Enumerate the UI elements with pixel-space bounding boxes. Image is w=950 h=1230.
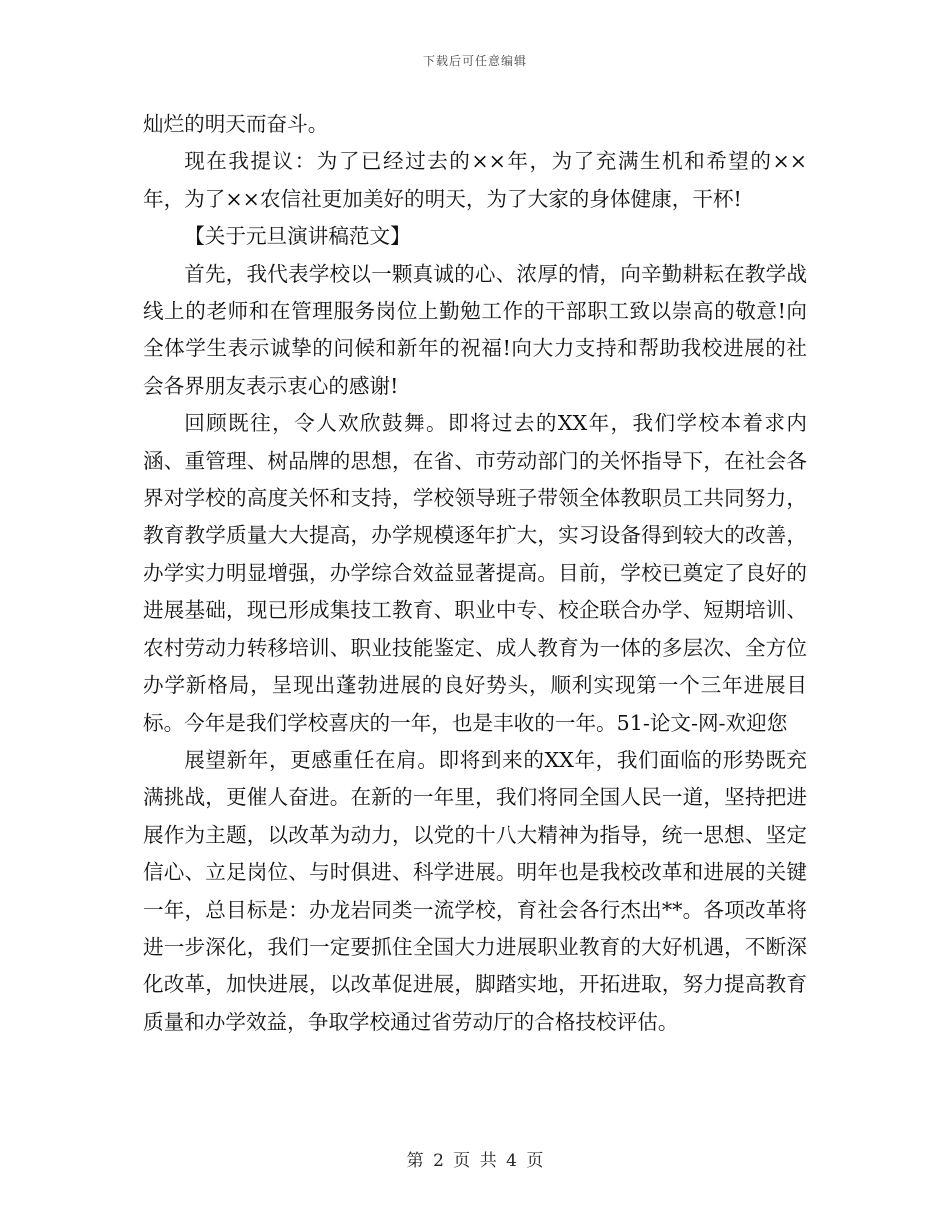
paragraph-2: 现在我提议：为了已经过去的××年，为了充满生机和希望的××年，为了××农信社更加美好的明天，为了大家的身体健康，干杯! [143, 149, 807, 211]
page-number-footer: 第 2 页 共 4 页 [406, 1151, 544, 1171]
paragraph-4: 回顾既往，令人欢欣鼓舞。即将过去的XX年，我们学校本着求内涵、重管理、树品牌的思想，在省、市劳动部门的关怀指导下，在社会各界对学校的高度关怀和支持，学校领导班子带领全体教职员工共同努力，教育教学质量大大提高，办学规模逐年扩大，实习设备得到较大的改善，办学实力明显增强，办学综合效益显著提高。目前，学校已奠定了良好的进展基础，现已形成集技工教育、职业中专、校企联合办学、短期培训、农村劳动力转移培训、职业技能鉴定、成人教育为一体的多层次、全方位办学新格局，呈现出蓬勃进展的良好势头，顺利实现第一个三年进展目标。今年是我们学校喜庆的一年，也是丰收的一年。51-论文-网-欢迎您 [143, 411, 807, 735]
paragraph-3: 首先，我代表学校以一颗真诚的心、浓厚的情，向辛勤耕耘在教学战线上的老师和在管理服务岗位上勤勉工作的干部职工致以崇高的敬意!向全体学生表示诚挚的问候和新年的祝福!向大力支持和帮助我校进展的社会各界朋友表示衷心的感谢! [143, 261, 807, 398]
paragraph-5: 展望新年，更感重任在肩。即将到来的XX年，我们面临的形势既充满挑战，更催人奋进。在新的一年里，我们将同全国人民一道，坚持把进展作为主题，以改革为动力，以党的十八大精神为指导，统一思想、坚定信心、立足岗位、与时俱进、科学进展。明年也是我校改革和进展的关键一年，总目标是：办龙岩同类一流学校，育社会各行杰出**。各项改革将进一步深化，我们一定要抓住全国大力进展职业教育的大好机遇，不断深化改革，加快进展，以改革促进展，脚踏实地，开拓进取，努力提高教育质量和办学效益，争取学校通过省劳动厅的合格技校评估。 [143, 747, 807, 1034]
section-heading: 【关于元旦演讲稿范文】 [184, 224, 411, 249]
page-header: 下载后可任意编辑 [422, 54, 527, 68]
paragraph-1: 灿烂的明天而奋斗。 [143, 112, 329, 136]
document-body [143, 106, 807, 1041]
